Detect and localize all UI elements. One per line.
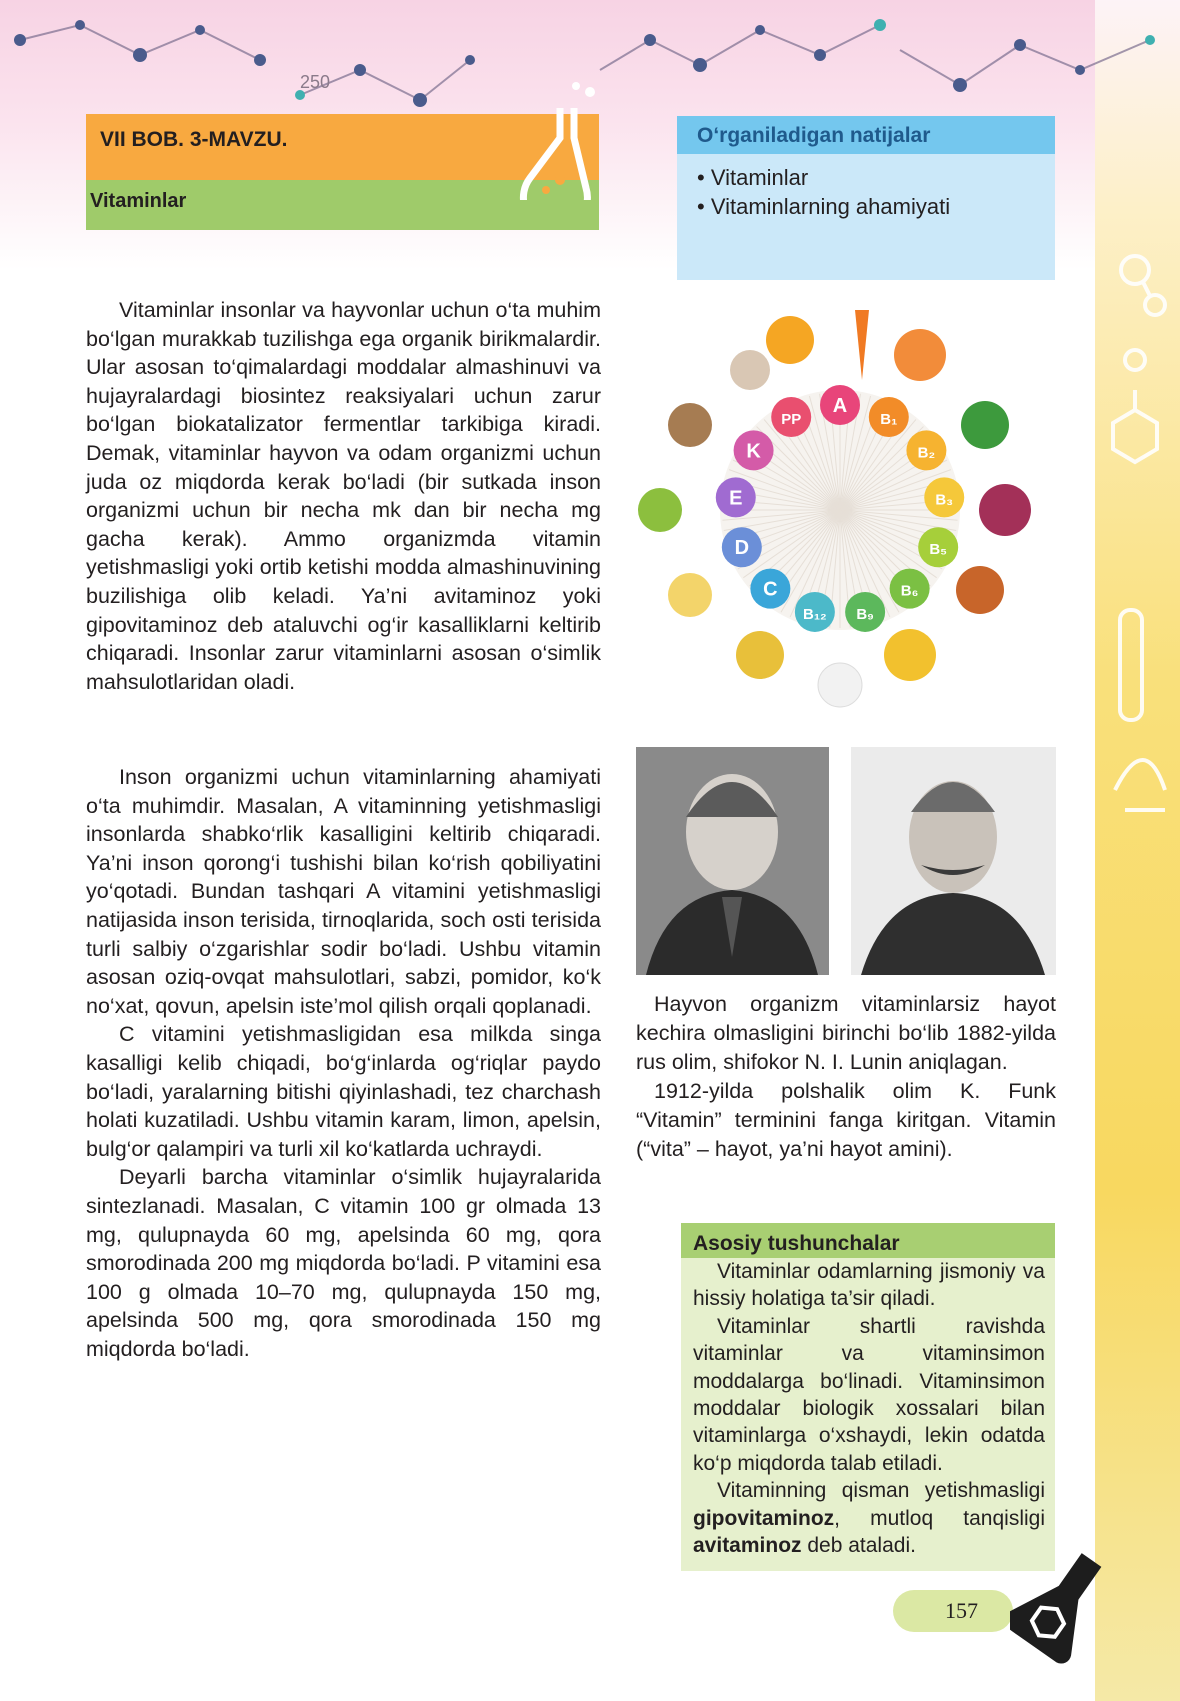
paragraph: Vitaminlar shartli ravishda vitaminlar va vitaminsimon moddalarga bo‘linadi. Vitaminsimon moddalar biologik xossalari bilan vitaminlarga o‘xshaydi, lekin odatda ko‘p miqdorda talab etiladi.: [693, 1314, 1045, 1475]
outcome-item: • Vitaminlarning ahamiyati: [697, 194, 951, 219]
paragraph: 1912-yilda polshalik olim K. Funk “Vitamin” terminini fanga kiritgan. Vitamin (“vita” – hayot, ya’ni hayot amini).: [636, 1079, 1056, 1161]
topic-title: Vitaminlar: [90, 190, 187, 212]
text-run: , mutloq tanqisligi: [834, 1506, 1045, 1530]
vitamin-wheel-illustration: [630, 300, 1050, 720]
flask-icon: [500, 80, 610, 200]
vitamin-bubble: [722, 527, 762, 567]
term-avitaminosis: avitaminoz: [693, 1534, 802, 1558]
outcome-item: • Vitaminlar: [697, 165, 809, 190]
paragraph: C vitamini yetishmasligidan esa milkda singa kasalligi kelib chiqadi, bo‘g‘inlarda og‘riqlar paydo bo‘ladi, yaralarning bitishi qiyinlashadi, tez charchash holati kuzatiladi. Ushbu vitamin karam, limon, apelsin, bulg‘or qalampiri va turli xil ko‘katlarda uchraydi.: [86, 1022, 601, 1161]
page-number: 157: [945, 1598, 978, 1623]
vitamin-bubble: [716, 477, 756, 517]
term-hypovitaminosis: gipovitaminoz: [693, 1506, 835, 1530]
portrait-funk: [851, 747, 1056, 975]
key-concepts-title: Asosiy tushunchalar: [693, 1232, 900, 1255]
vitamin-bubble-label: B₉: [856, 605, 874, 623]
vitamin-bubble: [750, 569, 790, 609]
text-run: Vitaminning qisman yetishmasligi: [717, 1479, 1045, 1503]
vitamin-bubble: [869, 397, 909, 437]
outcomes-title: O‘rganiladigan natijalar: [697, 124, 931, 147]
vitamin-bubble: [906, 430, 946, 470]
vitamin-bubble: [918, 527, 958, 567]
vitamin-bubble-label: K: [746, 440, 761, 463]
paragraph: Inson organizmi uchun vitaminlarning ahamiyati o‘ta muhimdir. Masalan, A vitaminning yetishmasligi insonlarda shabko‘rlik kasalligini keltirib chiqaradi. Ya’ni inson qorong‘i tushishi bilan ko‘rish qobiliyatini yo‘qotadi. Bundan tashqari A vitamini yetishmasligi natijasida inson terisida, tirnoqlarida, soch osti terisida turli salbiy o‘zgarishlar sodir bo‘ladi. Ushbu vitamin asosan oziq-ovqat mahsulotlari, sabzi, pomidor, ko‘k no‘xat, qovun, apelsin iste’mol qilish orqali qoplanadi.: [86, 765, 601, 1018]
vitamin-bubble-label: B₅: [929, 541, 948, 559]
paragraph: Deyarli barcha vitaminlar o‘simlik hujayralarida sintezlanadi. Masalan, C vitamin 100 gr olmada 13 mg, qulupnayda 60 mg, apelsinda 60 mg, qora smorodinada 200 mg miqdorda bo‘ladi. P vitamini esa 100 g olmada 10–70 mg, qulupnayda 150 mg, apelsinda 500 mg, qora smorodinada 150 mg miqdorda bo‘ladi.: [86, 1165, 601, 1361]
vitamin-bubble-label: PP: [781, 411, 802, 429]
vitamin-bubble-label: D: [734, 537, 750, 560]
vitamin-bubble-label: B₃: [935, 491, 954, 509]
vitamin-bubble-label: B₆: [900, 582, 919, 600]
history-caption: [636, 990, 1056, 1164]
lab-equipment-icons: [1095, 230, 1180, 870]
vitamin-bubble-label: B₁: [880, 411, 898, 429]
vitamin-bubble-label: C: [763, 578, 778, 601]
vitamin-bubble: [795, 592, 835, 632]
key-concepts-body: [693, 1258, 1045, 1559]
vitamin-bubble-label: E: [729, 487, 743, 510]
paragraph: Hayvon organizm vitaminlarsiz hayot kechira olmasligini birinchi bo‘lib 1882-yilda rus olim, shifokor N. I. Lunin aniqlagan.: [636, 992, 1056, 1074]
paragraph: Vitaminlar odamlarning jismoniy va hissiy holatiga ta’sir qiladi.: [693, 1260, 1045, 1311]
portrait-lunin: [636, 747, 829, 975]
outcomes-list: [697, 163, 950, 221]
vitamin-bubble: [890, 569, 930, 609]
vitamin-bubble: [924, 477, 964, 517]
text-run: deb ataladi.: [801, 1534, 916, 1558]
vitamin-bubble: [820, 385, 860, 425]
vitamin-bubble: [845, 592, 885, 632]
paragraph: Vitaminlar insonlar va hayvonlar uchun o‘ta muhim bo‘lgan murakkab tuzilishga ega organik birikmalardir. Ular asosan to‘qimalardagi moddalar almashinuvi va hujayralardagi biosintez reaksiyalari uchun zarur bo‘lgan biokatalizator fermentlar tarkibiga kiradi. Demak, vitaminlar hayvon va odam organizmi uchun juda oz miqdorda kerak bo‘ladi (bir sutkada inson organizmi uchun bir necha mk dan bir necha mg gacha kerak). Ammo organizmda vitamin yetishmasligi yoki ortib ketishi modda almashinuvining buzilishiga olib keladi. Ya’ni avitaminoz yoki gipovitaminoz deb ataluvchi og‘ir kasalliklarni keltirib chiqaradi. Insonlar zarur vitaminlarni asosan o‘simlik mahsulotlaridan oladi.: [86, 298, 601, 694]
vitamin-bubble-label: B₂: [917, 444, 936, 462]
chapter-title: VII BOB. 3-MAVZU.: [100, 128, 288, 151]
vitamin-bubble-label: B₁₂: [803, 605, 827, 623]
beaker-mark: 250: [300, 72, 331, 92]
beaker-icon: [1010, 1540, 1110, 1670]
vitamin-bubble: [734, 430, 774, 470]
intro-text: [86, 296, 601, 696]
vitamin-bubble: [771, 397, 811, 437]
paragraph: [693, 1477, 1045, 1559]
vitamin-bubble-label: A: [832, 395, 848, 417]
importance-text: [86, 763, 601, 1363]
